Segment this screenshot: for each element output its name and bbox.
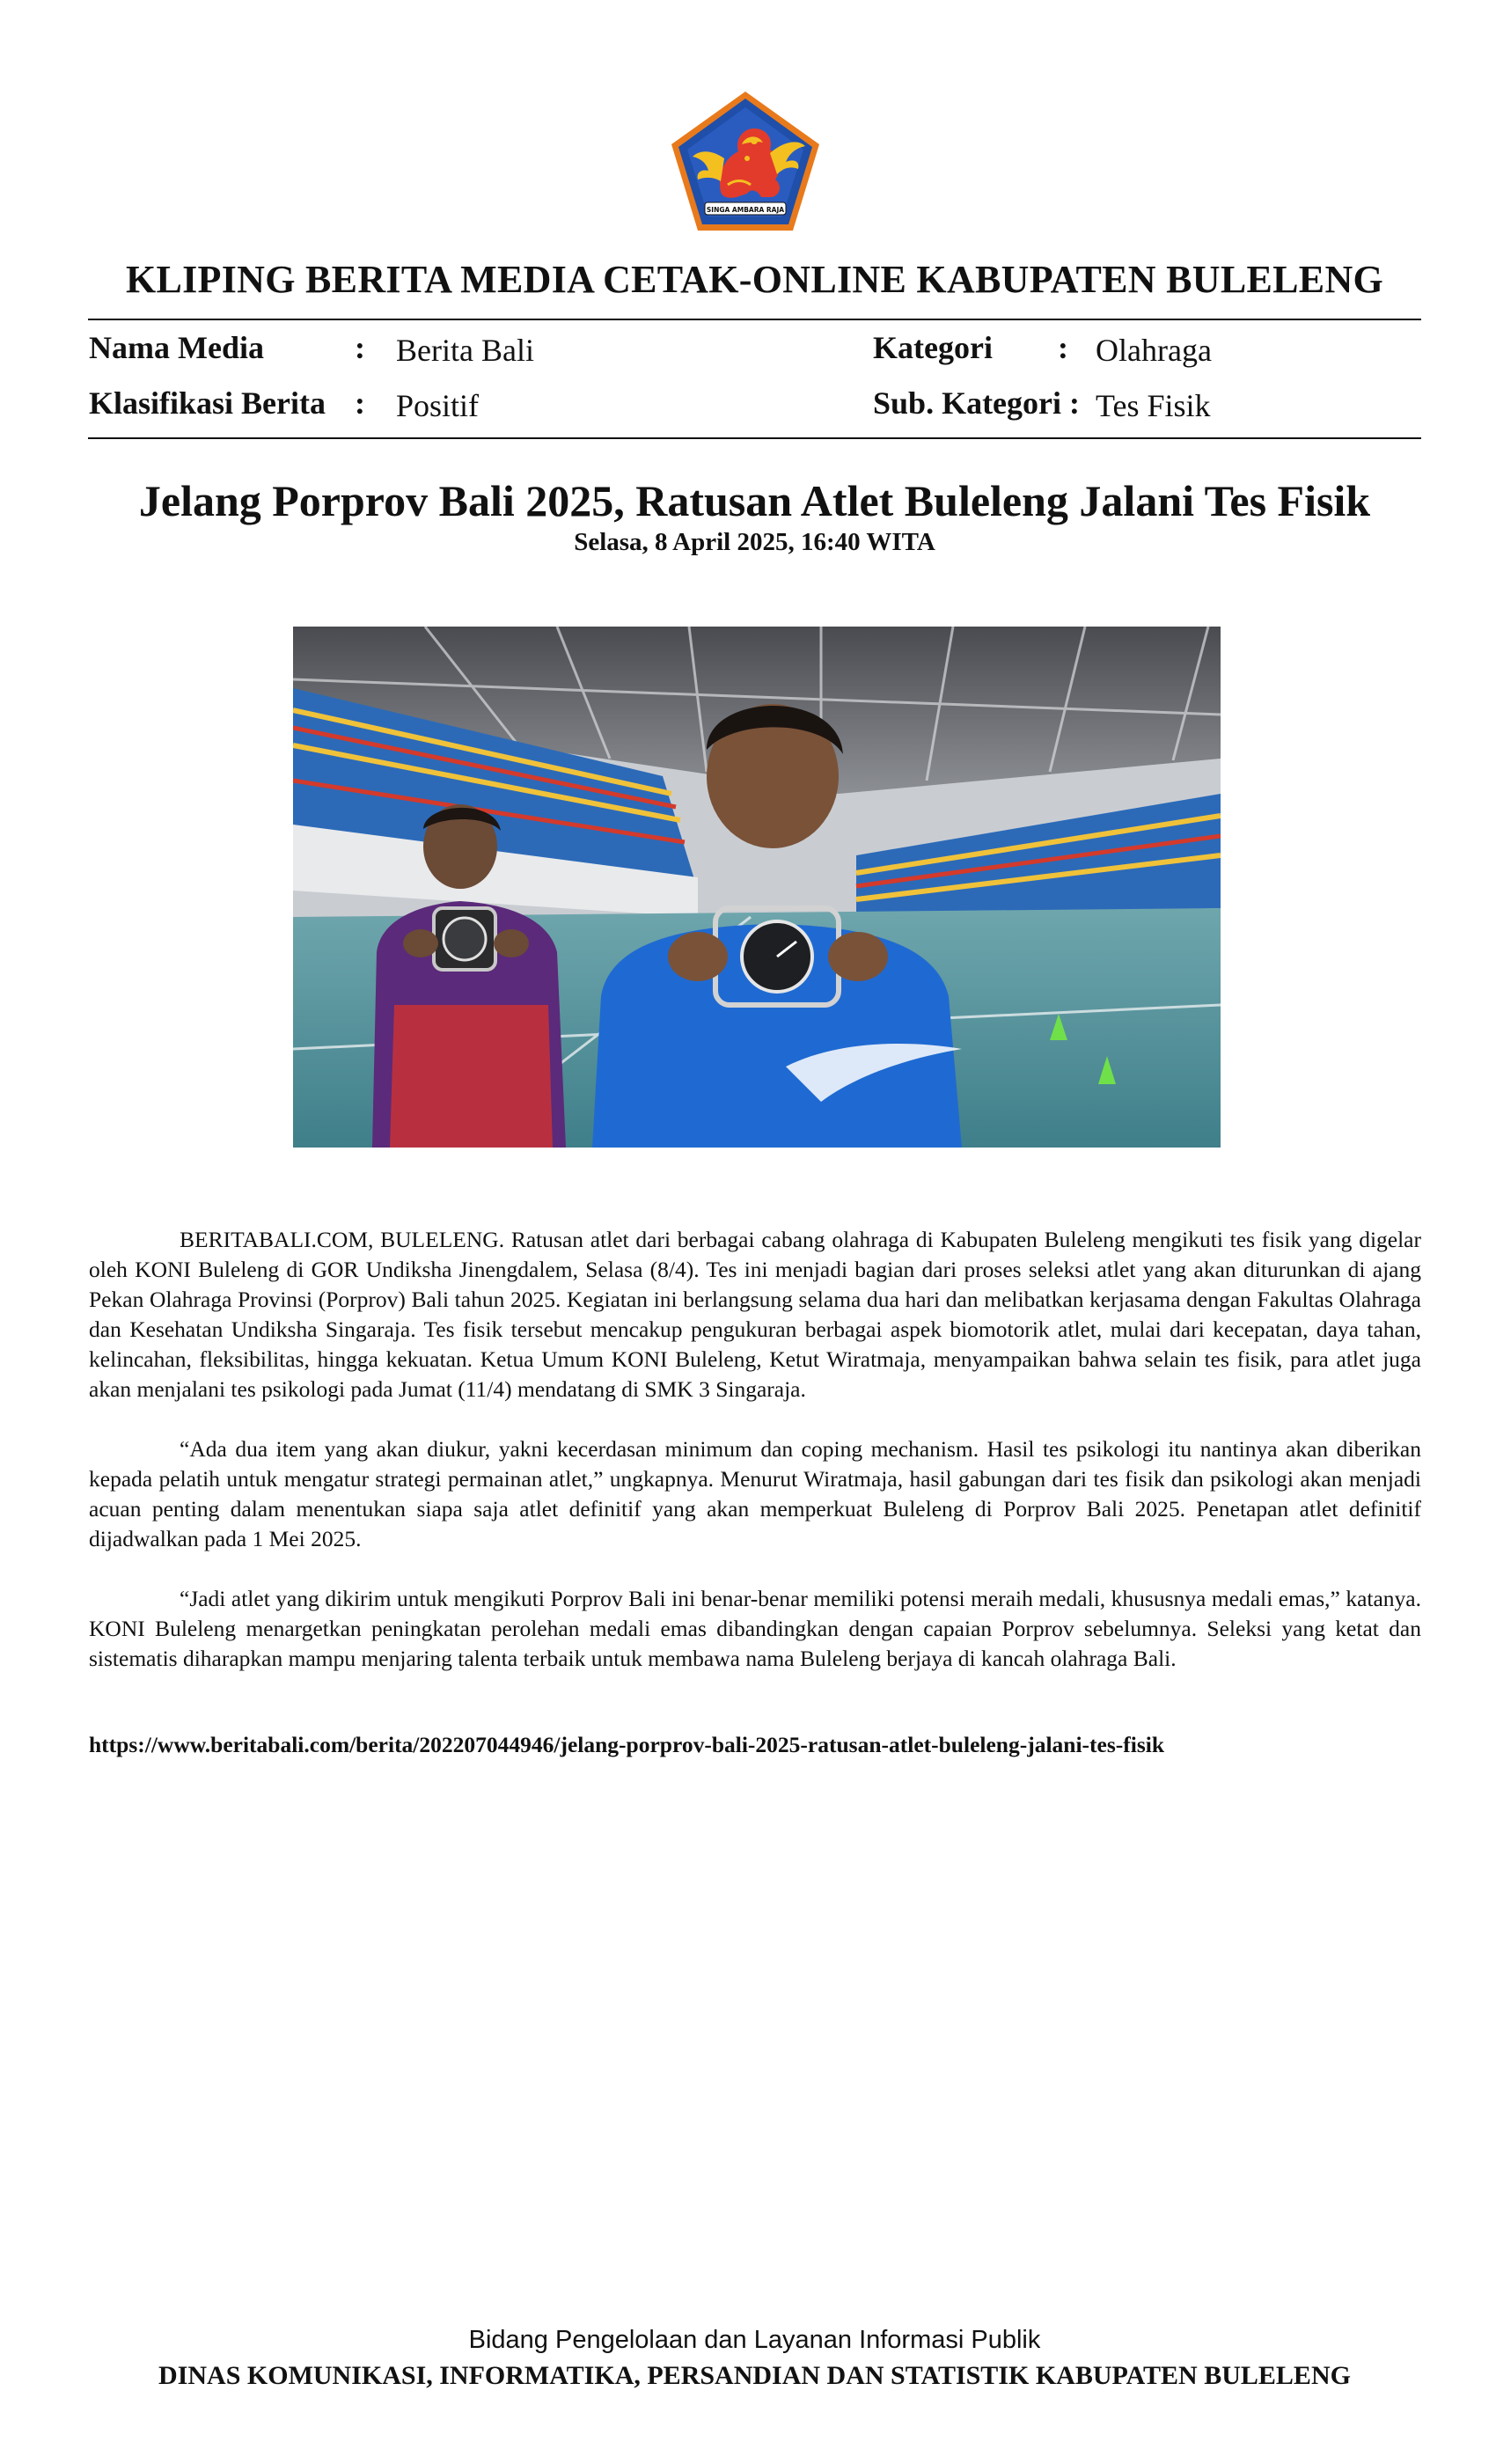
subkategori-value: Tes Fisik (1096, 388, 1211, 423)
source-link[interactable]: https://www.beritabali.com/berita/202207044946/jelang-porprov-bali-2025-ratusan-atlet-buleleng-jalani-tes-fisik (89, 1732, 1165, 1757)
footer-unit: Bidang Pengelolaan dan Layanan Informasi Publik (468, 2326, 1041, 2354)
singa-ambara-raja-emblem-icon (666, 88, 825, 236)
media-separator: : (355, 330, 365, 365)
klasifikasi-value: Positif (396, 388, 480, 423)
article-body (89, 1225, 1421, 1704)
kategori-label: Kategori (873, 330, 993, 365)
article-paragraph: BERITABALI.COM, BULELENG. Ratusan atlet dari berbagai cabang olahraga di Kabupaten Buleleng mengikuti tes fisik yang digelar oleh KONI Buleleng di GOR Undiksha Jinengdalem, Selasa (8/4). Tes ini menjadi bagian dari proses seleksi atlet yang akan diturunkan di ajang Pekan Olahraga Provinsi (Porprov) Bali tahun 2025. Kegiatan ini berlangsung selama dua hari dan melibatkan kerjasama dengan Fakultas Olahraga dan Kesehatan Undiksha Singaraja. Tes fisik tersebut mencakup pengukuran berbagai aspek biomotorik atlet, mulai dari kecepatan, daya tahan, kelincahan, fleksibilitas, hingga kekuatan. Ketua Umum KONI Buleleng, Ketut Wiratmaja, menyampaikan bahwa selain tes fisik, para atlet juga akan menjalani tes psikologi pada Jumat (11/4) mendatang di SMK 3 Singaraja. (89, 1227, 1421, 1402)
header-divider-top (88, 319, 1421, 320)
article-photo (293, 627, 1221, 1148)
article-date: Selasa, 8 April 2025, 16:40 WITA (574, 528, 935, 556)
article-paragraph: “Ada dua item yang akan diukur, yakni kecerdasan minimum dan coping mechanism. Hasil tes psikologi itu nantinya akan diberikan kepada pelatih untuk mengatur strategi permainan atlet,” ungkapnya. Menurut Wiratmaja, hasil gabungan dari tes fisik dan psikologi akan menjadi acuan penting dalam menentukan siapa saja atlet definitif yang akan memperkuat Buleleng di Porprov Bali 2025. Penetapan atlet definitif dijadwalkan pada 1 Mei 2025. (89, 1436, 1421, 1551)
logo-ribbon-text: SINGA AMBARA RAJA (706, 206, 785, 214)
kategori-separator: : (1058, 330, 1068, 365)
klasifikasi-separator: : (355, 385, 365, 421)
subkategori-label: Sub. Kategori : (873, 385, 1081, 421)
article-paragraph: “Jadi atlet yang dikirim untuk mengikuti Porprov Bali ini benar-benar memiliki potensi meraih medali, khususnya medali emas,” katanya. KONI Buleleng menargetkan peningkatan perolehan medali emas dibandingkan dengan capaian Porprov sebelumnya. Seleksi yang ketat dan sistematis diharapkan mampu menjaring talenta terbaik untuk membawa nama Buleleng berjaya di kancah olahraga Bali. (89, 1586, 1421, 1671)
klasifikasi-label: Klasifikasi Berita (89, 385, 326, 421)
article-headline: Jelang Porprov Bali 2025, Ratusan Atlet Buleleng Jalani Tes Fisik (138, 476, 1371, 525)
document-title: KLIPING BERITA MEDIA CETAK-ONLINE KABUPATEN BULELENG (125, 258, 1384, 301)
footer-agency: DINAS KOMUNIKASI, INFORMATIKA, PERSANDIAN DAN STATISTIK KABUPATEN BULELENG (158, 2361, 1351, 2390)
header-divider-bottom (88, 437, 1421, 439)
media-value: Berita Bali (396, 333, 534, 368)
media-label: Nama Media (89, 330, 264, 365)
kategori-value: Olahraga (1096, 333, 1212, 368)
